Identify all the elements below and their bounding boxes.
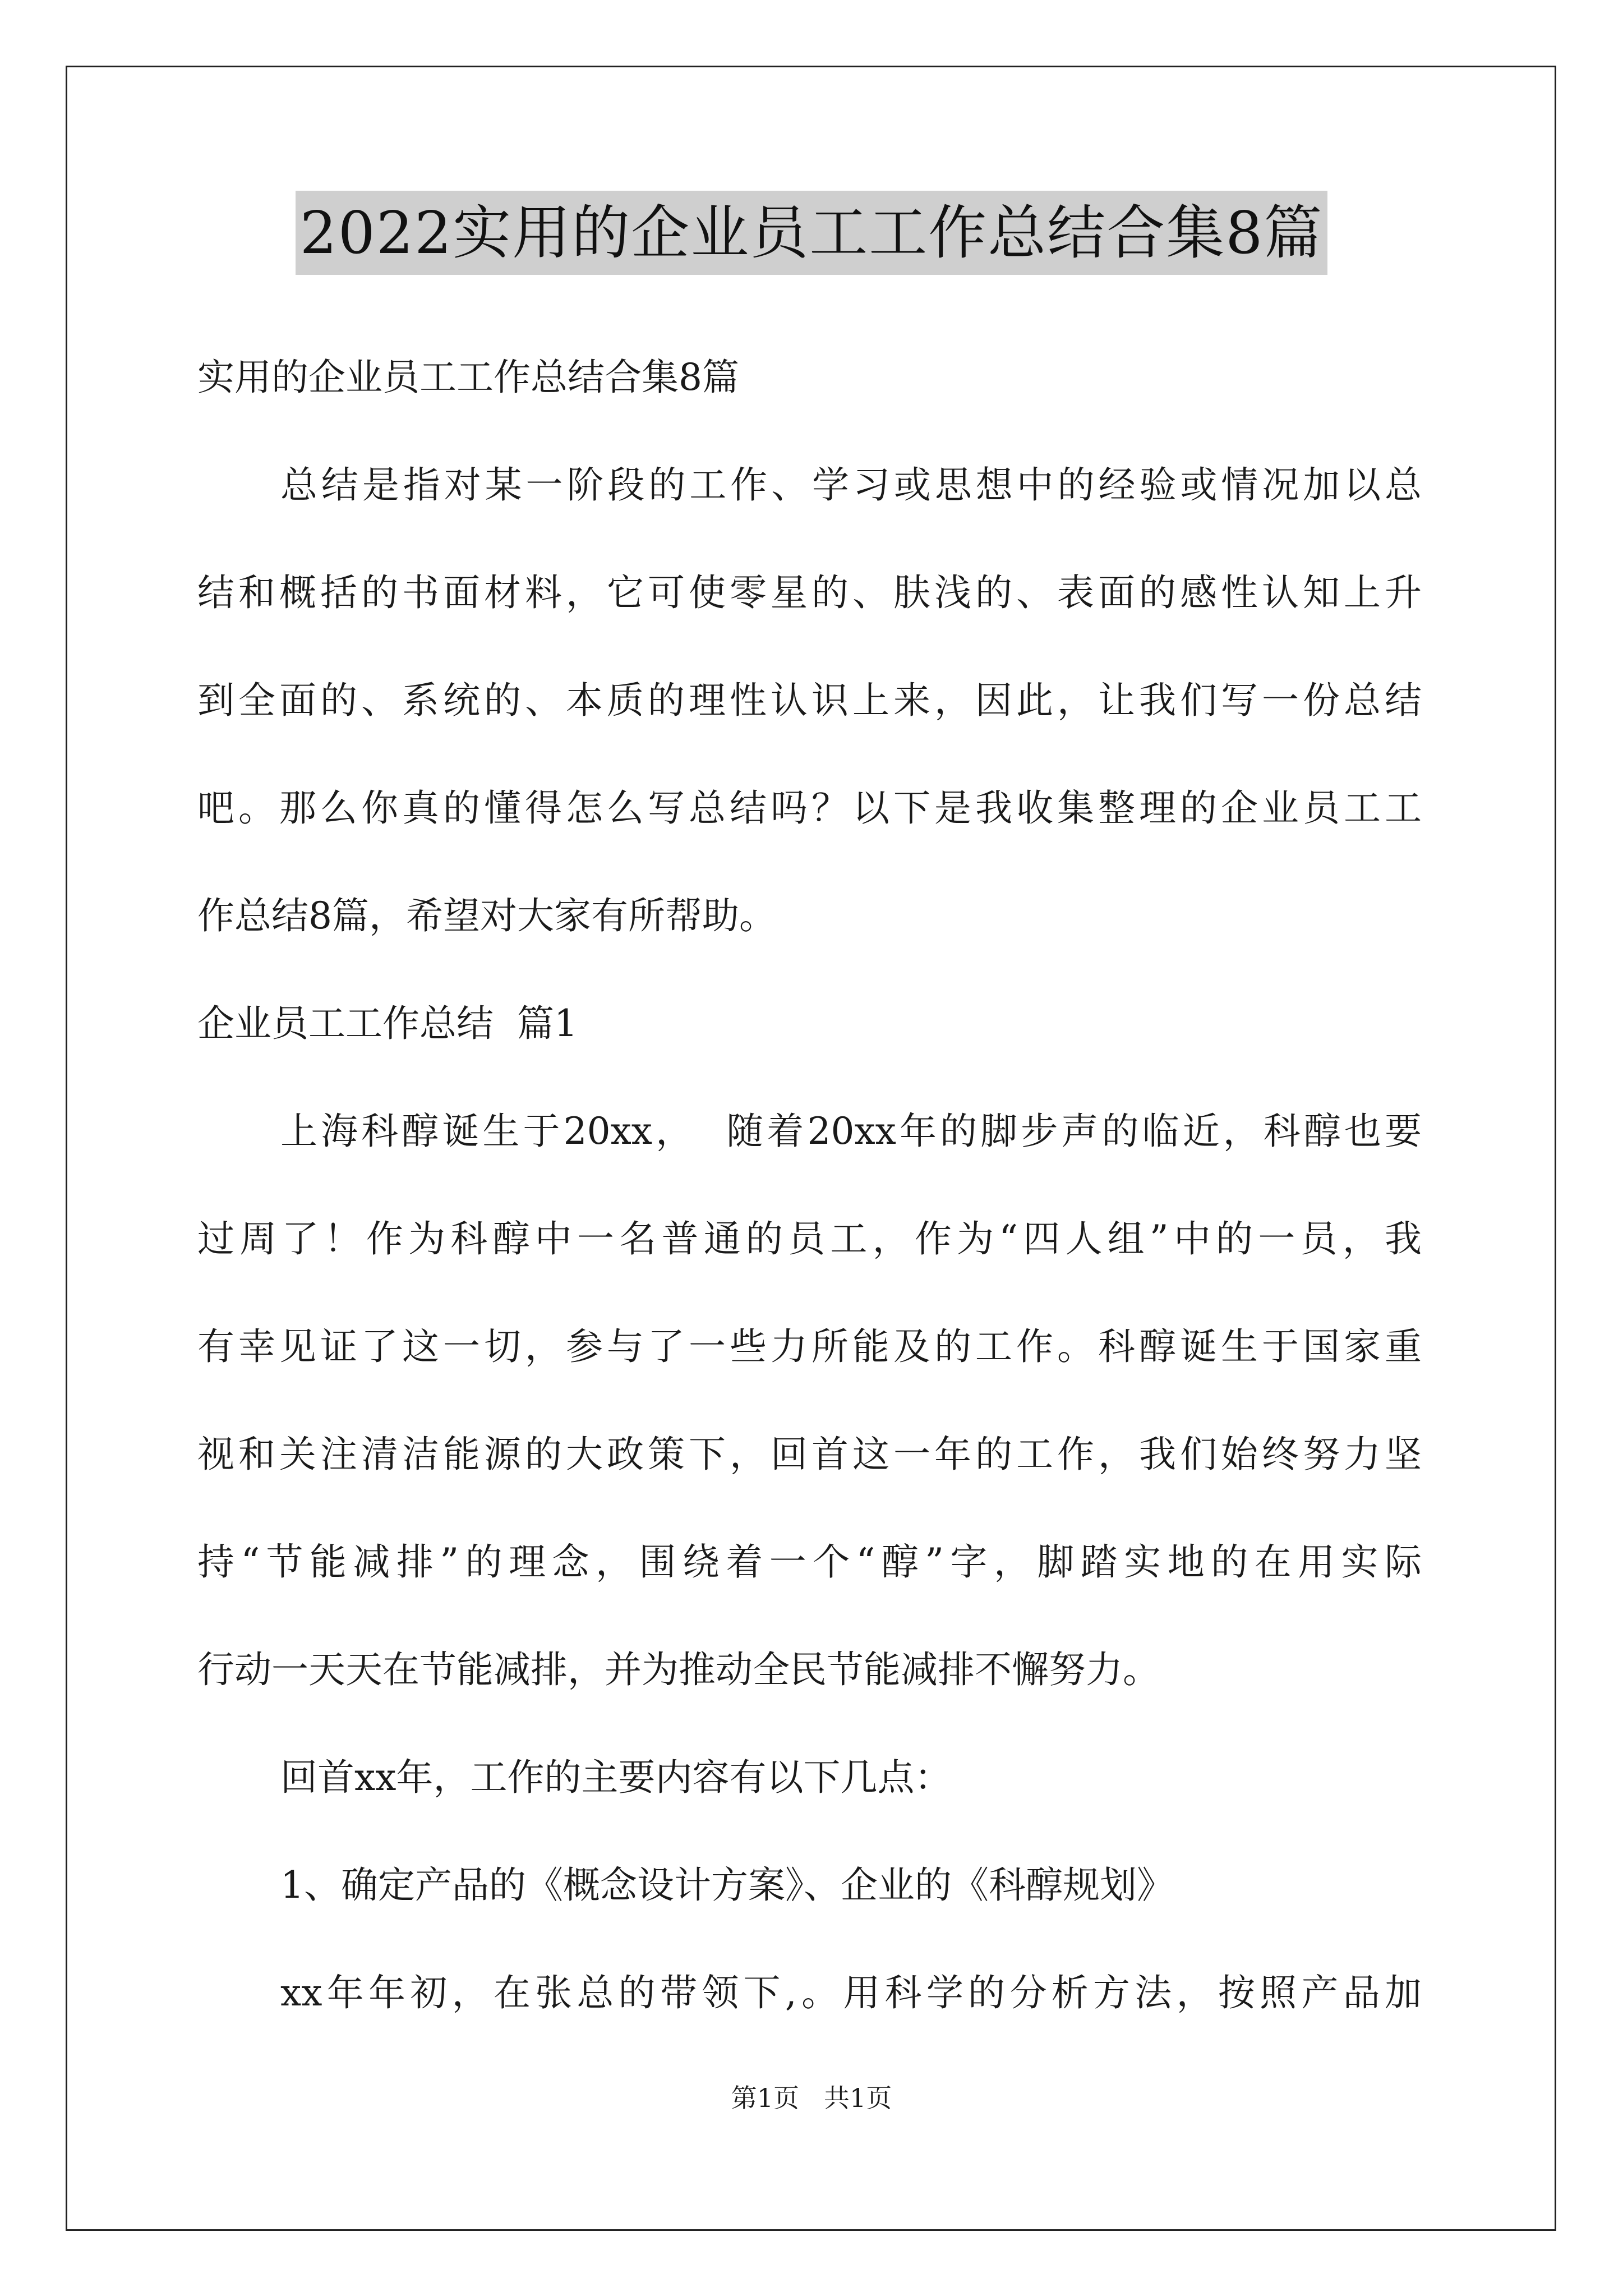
section-heading: 企业员工工作总结 篇1 [197,1002,578,1045]
list-item-heading: 1、确定产品的《概念设计方案》、企业的《科醇规划》 [280,1864,1174,1907]
paragraph-line: 结和概括的书面材料，它可使零星的、肤浅的、表面的感性认知上升 [197,571,1422,614]
subtitle-line: 实用的企业员工工作总结合集8篇 [197,356,739,399]
page-number: 第1页 [731,2083,800,2113]
paragraph-line: 吧。那么你真的懂得怎么写总结吗？以下是我收集整理的企业员工工 [197,786,1422,830]
paragraph-line: 视和关注清洁能源的大政策下，回首这一年的工作，我们始终努力坚 [197,1433,1422,1476]
paragraph-line: 到全面的、系统的、本质的理性认识上来，因此，让我们写一份总结 [197,679,1422,722]
paragraph-line: 总结是指对某一阶段的工作、学习或思想中的经验或情况加以总 [280,463,1422,507]
page-total: 共1页 [823,2083,892,2113]
document-title: 2022实用的企业员工工作总结合集8篇 [296,191,1328,275]
paragraph-line: 作总结8篇，希望对大家有所帮助。 [197,894,776,937]
title-container [0,191,1623,275]
paragraph-line: 过周了！作为科醇中一名普通的员工，作为“四人组”中的一员，我 [197,1217,1422,1260]
paragraph-line: xx年年初，在张总的带领下,。用科学的分析方法，按照产品加 [280,1971,1422,2014]
paragraph-line: 回首xx年，工作的主要内容有以下几点： [280,1756,952,1799]
paragraph-line: 持“节能减排”的理念，围绕着一个“醇”字，脚踏实地的在用实际 [197,1540,1422,1584]
paragraph-line: 有幸见证了这一切，参与了一些力所能及的工作。科醇诞生于国家重 [197,1325,1422,1368]
page-footer [0,2081,1623,2115]
paragraph-line: 上海科醇诞生于20xx， 随着20xx年的脚步声的临近，科醇也要 [280,1110,1422,1153]
paragraph-line: 行动一天天在节能减排，并为推动全民节能减排不懈努力。 [197,1648,1160,1691]
